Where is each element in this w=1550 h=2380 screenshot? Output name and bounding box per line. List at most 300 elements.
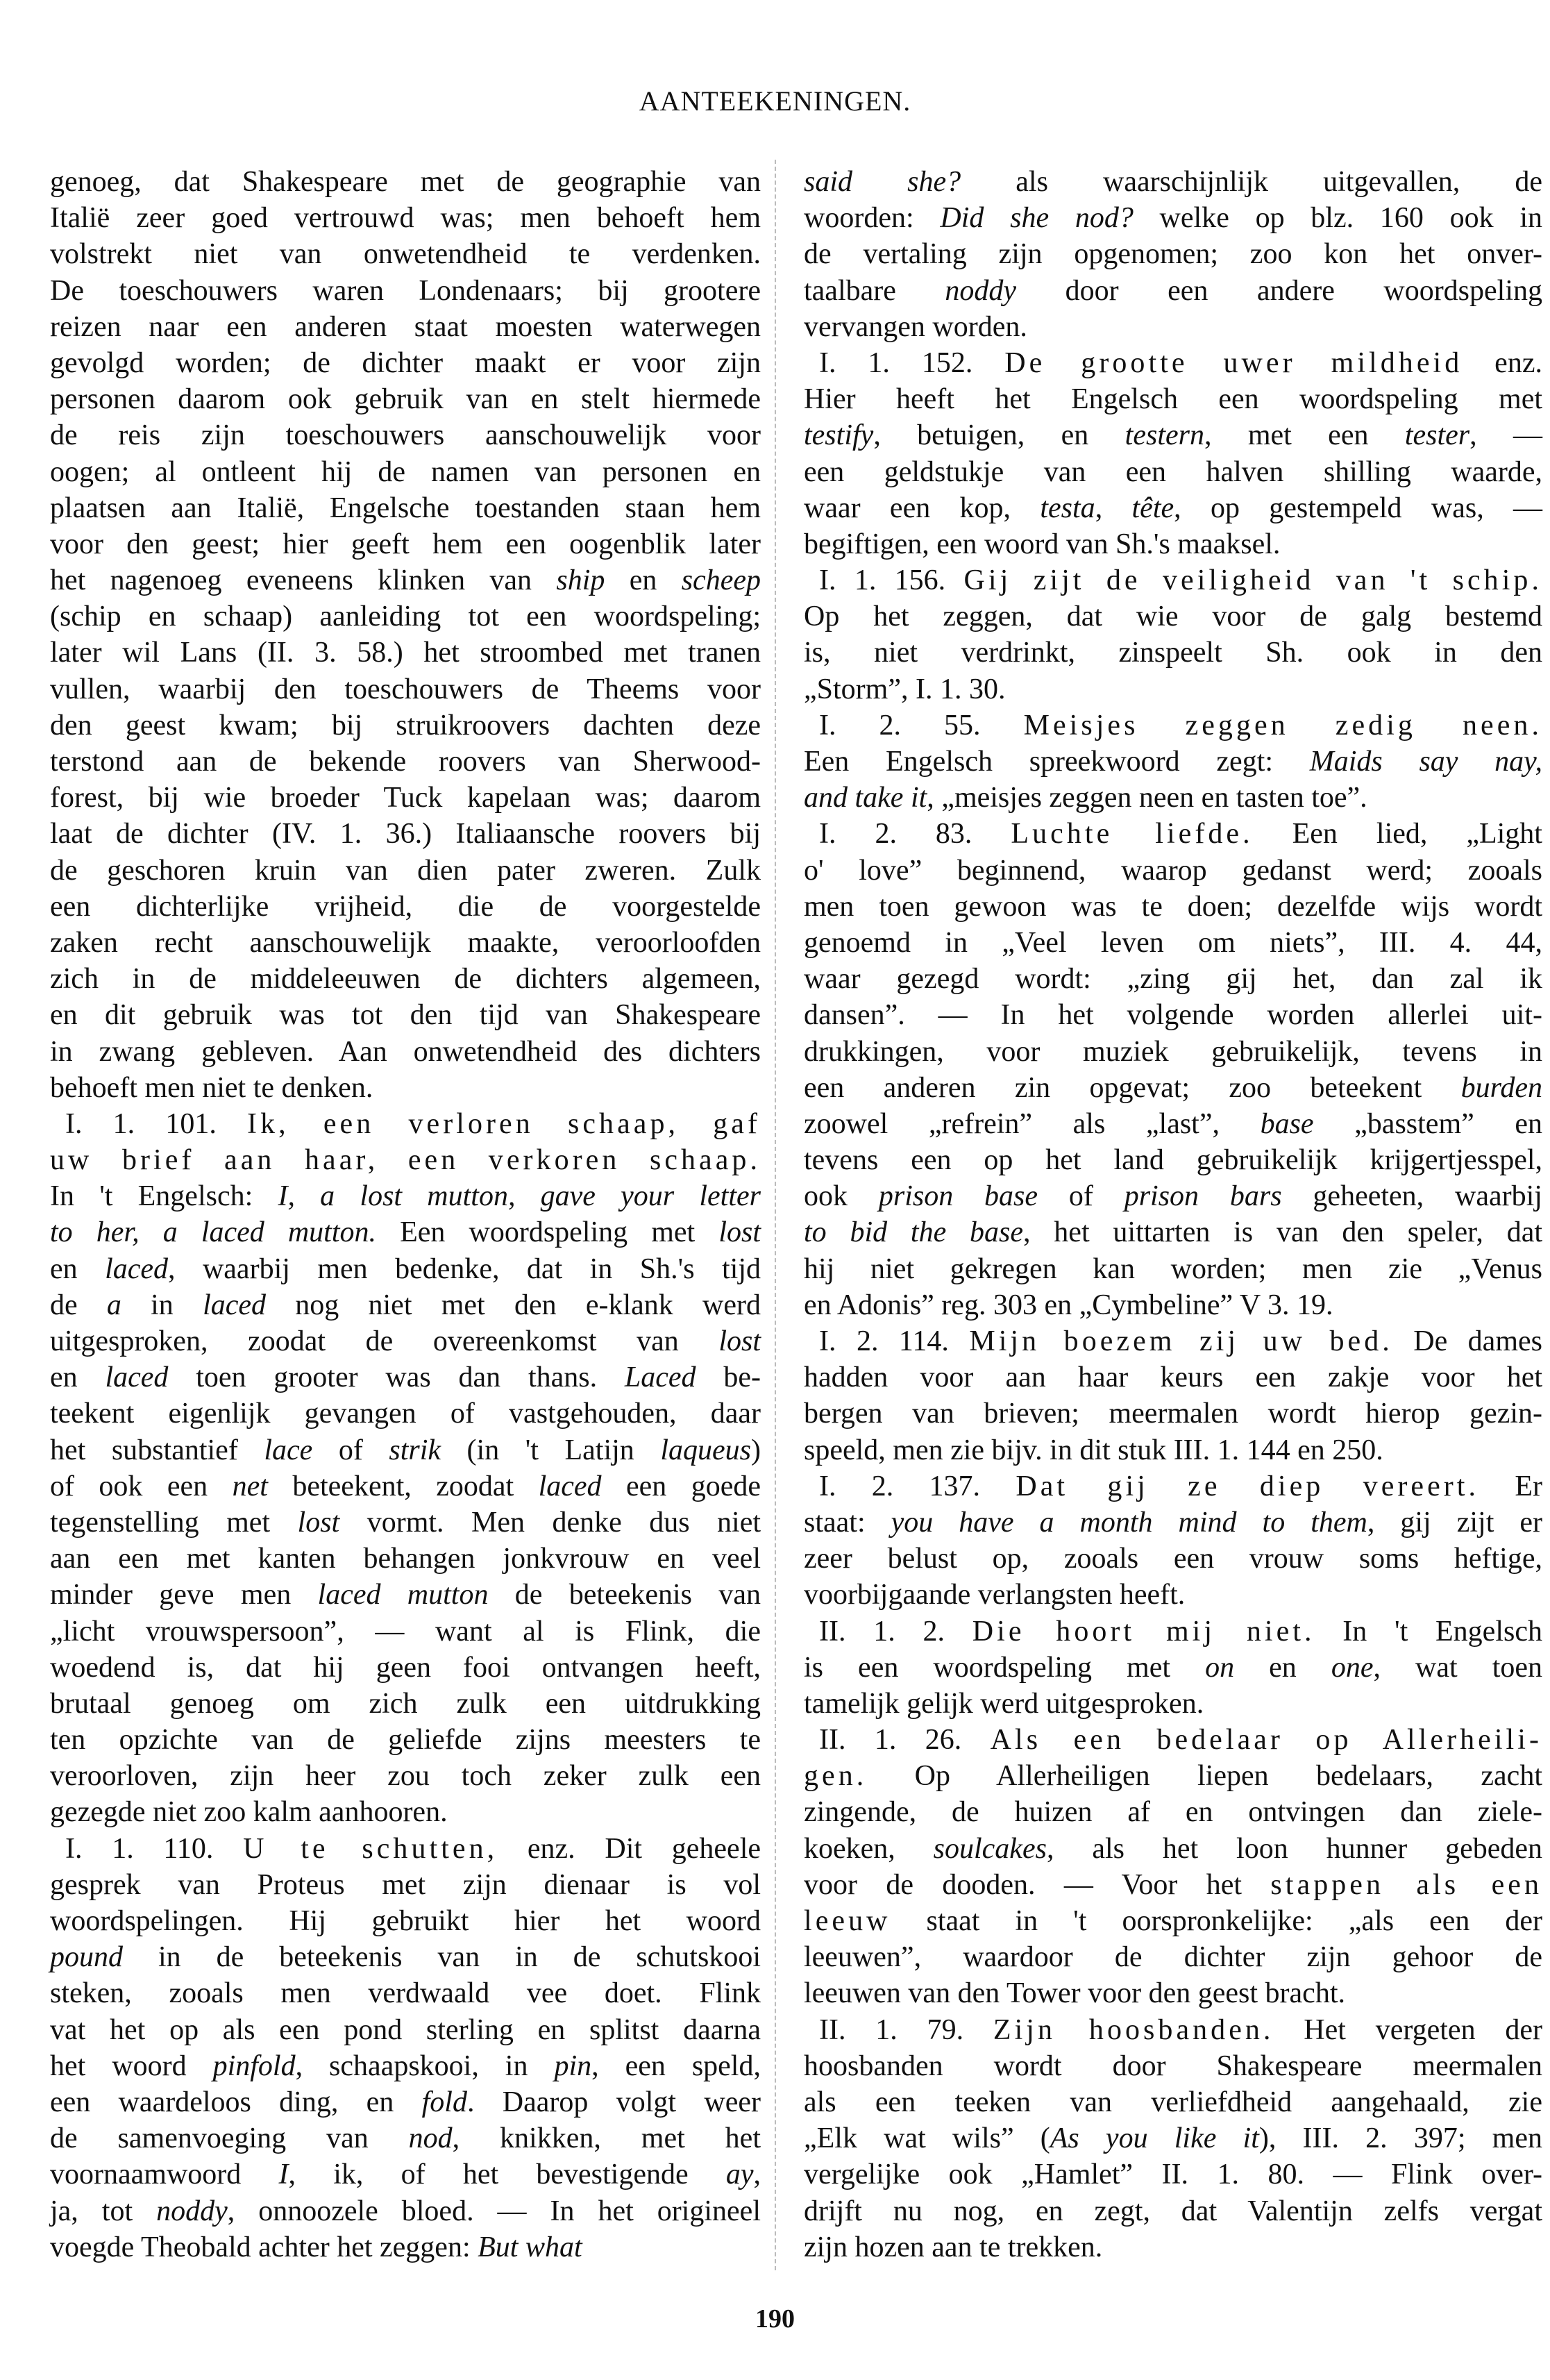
text-run: speeld, men zie bijv. in dit stuk III. 1. 144 en 250.	[804, 1434, 1383, 1466]
text-line	[804, 598, 1542, 635]
italic-text: soulcakes	[933, 1832, 1047, 1865]
text-run: woordspelingen. Hij gebruikt hier het woord	[50, 1905, 761, 1937]
italic-text: laced	[538, 1470, 602, 1502]
paragraph-first-line	[50, 1831, 761, 1867]
text-line	[50, 526, 761, 562]
text-run: en dit gebruik was tot den tijd van Shakespeare	[50, 999, 761, 1032]
italic-text: base	[1260, 1107, 1314, 1140]
text-run: ), III. 2. 397; men	[1258, 2122, 1542, 2155]
text-run: gezegde niet zoo kalm aanhooren.	[50, 1796, 448, 1829]
spaced-lemma: uw brief aan haar, een verkoren schaap.	[50, 1144, 761, 1177]
text-line	[50, 2156, 761, 2193]
spaced-lemma: Meisjes zeggen zedig neen.	[1023, 709, 1542, 741]
text-line	[50, 1070, 761, 1106]
text-run: ook	[804, 1180, 879, 1213]
text-run: of ook een	[50, 1470, 233, 1502]
text-line	[804, 309, 1542, 345]
text-run: Een Engelsch spreekwoord zegt:	[804, 746, 1310, 778]
text-run: , op gestempeld was, —	[1174, 492, 1543, 524]
italic-text: scheep	[681, 564, 761, 597]
text-line	[804, 490, 1542, 526]
text-run: personen daarom ook gebruik van en stelt hiermede	[50, 383, 761, 416]
text-line	[804, 2048, 1542, 2084]
text-line	[804, 1794, 1542, 1830]
text-run: be-	[696, 1361, 761, 1394]
text-line	[804, 853, 1542, 889]
italic-text: testify	[804, 419, 874, 452]
right-column	[804, 164, 1542, 2265]
text-run: koeken,	[804, 1832, 934, 1865]
text-run: zeer belust op, zooals een vrouw soms heftige,	[804, 1543, 1542, 1575]
text-run: door een andere woordspeling	[1016, 274, 1543, 307]
text-run: taalbare	[804, 274, 945, 307]
paragraph-first-line	[50, 164, 761, 200]
text-line	[50, 1903, 761, 1939]
text-run: , wat toen	[1373, 1651, 1542, 1684]
text-run: als waarschijnlijk uitgevallen, de	[961, 166, 1542, 198]
paragraph-first-line	[804, 707, 1542, 744]
text-run: plaatsen aan Italië, Engelsche toestanden staan hem	[50, 492, 761, 524]
text-run: II. 1. 2.	[819, 1615, 972, 1648]
text-line	[804, 1541, 1542, 1577]
text-line	[50, 309, 761, 345]
text-line	[50, 1214, 761, 1250]
text-line	[50, 1650, 761, 1686]
text-run: in de beteekenis van in de schutskooi	[123, 1941, 761, 1974]
italic-text: lost	[718, 1216, 761, 1249]
text-run: vullen, waarbij den toeschouwers de Theems voor	[50, 673, 761, 705]
text-run: gesprek van Proteus met zijn dienaar is vol	[50, 1868, 761, 1901]
text-run: zich in de middeleeuwen de dichters algemeen,	[50, 963, 761, 996]
italic-text: laced	[105, 1361, 169, 1394]
text-run: voornaamwoord	[50, 2159, 279, 2191]
italic-text: to her, a laced mutton.	[50, 1216, 377, 1249]
text-run: , schaapskooi, in	[295, 2050, 555, 2082]
text-line	[50, 1939, 761, 1975]
text-line	[804, 1178, 1542, 1214]
text-run: , met een	[1204, 419, 1405, 452]
text-run: (schip en schaap) aanleiding tot een woordspeling;	[50, 601, 761, 633]
text-run: gevolgd worden; de dichter maakt er voor zijn	[50, 346, 761, 379]
text-run: voor de dooden. — Voor het	[804, 1868, 1271, 1901]
text-line	[50, 925, 761, 961]
text-run: en Adonis” reg. 303 en „Cymbeline” V 3. 19.	[804, 1289, 1333, 1321]
text-run: de vertaling zijn opgenomen; zoo kon het onver-	[804, 238, 1542, 271]
text-line	[50, 2229, 761, 2265]
text-run: „Elk wat wils” (	[804, 2122, 1050, 2155]
text-run: genoemd in „Veel leven om niets”, III. 4. 44,	[804, 926, 1542, 959]
text-line	[50, 2048, 761, 2084]
text-line	[50, 345, 761, 381]
text-run: begiftigen, een woord van Sh.'s maaksel.	[804, 528, 1281, 560]
paragraph-first-line	[804, 2012, 1542, 2048]
text-run: „licht vrouwspersoon”, — want al is Flink, die	[50, 1615, 761, 1648]
text-line	[804, 1251, 1542, 1287]
text-line	[50, 889, 761, 925]
text-run: , het uittarten is van den speler, dat	[1023, 1216, 1543, 1249]
paragraph-first-line	[804, 1468, 1542, 1505]
spaced-lemma: Luchte liefde.	[1011, 818, 1254, 850]
text-run: , knikken, met het	[452, 2122, 761, 2155]
text-run: I. 2. 83.	[819, 818, 1011, 850]
text-line	[804, 381, 1542, 417]
text-run: als een teeken van verliefdheid aangehaald, zie	[804, 2086, 1542, 2118]
text-run: , —	[1469, 419, 1543, 452]
text-line	[50, 1686, 761, 1722]
text-run: De dames	[1392, 1325, 1542, 1357]
text-run: staat:	[804, 1506, 891, 1539]
text-line	[804, 2156, 1542, 2193]
spaced-lemma: U te schutten,	[243, 1832, 498, 1865]
text-run: woorden:	[804, 202, 941, 235]
text-run: enz.	[1463, 346, 1542, 379]
text-line	[50, 707, 761, 744]
text-line	[50, 598, 761, 635]
column-divider	[775, 160, 776, 2270]
text-run: tegenstelling met	[50, 1506, 298, 1539]
italic-text: one	[1331, 1651, 1374, 1684]
text-run: „basstem” en	[1313, 1107, 1542, 1140]
text-line	[804, 1359, 1542, 1396]
text-run: terstond aan de bekende roovers van Sherwood-	[50, 746, 761, 778]
text-line	[804, 671, 1542, 707]
text-run: , „meisjes zeggen neen en tasten toe”.	[927, 782, 1367, 814]
italic-text: lace	[264, 1434, 313, 1466]
text-line	[804, 1070, 1542, 1106]
text-run: teekent eigenlijk gevangen of vastgehouden, daar	[50, 1398, 761, 1430]
text-run: zaken recht aanschouwelijk maakte, veroorloofden	[50, 926, 761, 959]
italic-text: I	[278, 2159, 289, 2191]
spaced-lemma: De grootte uwer mildheid	[1004, 346, 1463, 379]
text-line	[50, 780, 761, 816]
text-line	[50, 1758, 761, 1794]
text-line	[804, 1287, 1542, 1323]
text-run: veroorloven, zijn heer zou toch zeker zulk een	[50, 1760, 761, 1793]
text-line	[50, 2193, 761, 2229]
text-line	[804, 200, 1542, 236]
text-run: is, niet verdrinkt, zinspeelt Sh. ook in den	[804, 637, 1542, 669]
text-line	[50, 562, 761, 598]
text-line	[50, 381, 761, 417]
text-run: I. 1. 156.	[819, 564, 964, 597]
text-line	[50, 417, 761, 453]
text-line	[804, 1577, 1542, 1613]
spaced-lemma: Zijn hoosbanden.	[993, 2013, 1274, 2046]
text-run: Op het zeggen, dat wie voor de galg bestemd	[804, 601, 1542, 633]
text-line	[804, 780, 1542, 816]
text-run: geheeten, waarbij	[1281, 1180, 1542, 1213]
text-run: aan een met kanten behangen jonkvrouw en veel	[50, 1543, 761, 1575]
spaced-lemma: Als een bedelaar op Allerheili-	[990, 1724, 1542, 1757]
italic-text: testa	[1040, 492, 1095, 524]
text-run: I. 2. 55.	[819, 709, 1024, 741]
text-line	[804, 454, 1542, 490]
text-run: staat in 't oorspronkelijke: „als een der	[891, 1905, 1542, 1937]
text-run: , een speld,	[591, 2050, 761, 2082]
text-run: Een woordspeling met	[376, 1216, 719, 1249]
text-line	[804, 997, 1542, 1033]
text-run: en	[1234, 1651, 1331, 1684]
text-run: de beteekenis van	[488, 1579, 761, 1611]
spaced-lemma: gen.	[804, 1760, 868, 1793]
text-line	[804, 2084, 1542, 2120]
text-run: en	[605, 564, 682, 597]
italic-text: net	[232, 1470, 268, 1502]
italic-text: laced mutton	[317, 1579, 489, 1611]
text-run: , onnoozele bloed. — In het origineel	[227, 2195, 761, 2227]
text-run: steken, zooals men verdwaald vee doet. Flink	[50, 1977, 761, 2010]
text-line	[804, 1903, 1542, 1939]
text-run: I. 1. 101.	[65, 1107, 248, 1140]
italic-text: Maids say nay,	[1309, 746, 1542, 778]
italic-text: strik	[389, 1434, 441, 1466]
text-run: welke op blz. 160 ook in	[1133, 202, 1542, 235]
italic-text: you have a month mind to them	[891, 1506, 1367, 1539]
text-line	[50, 1142, 761, 1178]
text-line	[50, 1323, 761, 1359]
text-line	[50, 200, 761, 236]
text-run: men toen gewoon was te doen; dezelfde wijs wordt	[804, 890, 1542, 923]
text-run: o' love” beginnend, waarop gedanst werd; zooals	[804, 854, 1542, 887]
italic-text: ship	[556, 564, 605, 597]
text-line	[50, 744, 761, 780]
text-run: . Daarop volgt weer	[466, 2086, 761, 2118]
text-run: tevens een op het land gebruikelijk krijgertjesspel,	[804, 1144, 1542, 1177]
italic-text: Laced	[624, 1361, 696, 1394]
text-line	[804, 1396, 1542, 1432]
italic-text: laced	[203, 1289, 267, 1321]
italic-text: pin	[554, 2050, 592, 2082]
spaced-lemma: stappen als een	[1270, 1868, 1542, 1901]
text-run: laat de dichter (IV. 1. 36.) Italiaansche roovers bij	[50, 818, 761, 850]
spaced-lemma: Mijn boezem zij uw bed.	[969, 1325, 1393, 1357]
text-line	[804, 1831, 1542, 1867]
text-run: , ik, of het bevestigende	[288, 2159, 726, 2191]
text-run: waar gezegd wordt: „zing gij het, dan zal ik	[804, 963, 1542, 996]
text-run: het substantief	[50, 1434, 264, 1466]
text-line	[804, 526, 1542, 562]
text-line	[50, 1541, 761, 1577]
italic-text: to bid the base	[804, 1216, 1024, 1249]
text-run: in	[121, 1289, 203, 1321]
text-run: Een lied, „Light	[1253, 818, 1542, 850]
text-run: Er	[1479, 1470, 1542, 1502]
text-run: het nagenoeg eveneens klinken van	[50, 564, 557, 597]
text-line	[50, 671, 761, 707]
text-run: Op Allerheiligen liepen bedelaars, zacht	[867, 1760, 1542, 1793]
text-run: volstrekt niet van onwetendheid te verdenken.	[50, 238, 761, 271]
text-line	[804, 1214, 1542, 1250]
text-line	[804, 1142, 1542, 1178]
text-run: is een woordspeling met	[804, 1651, 1206, 1684]
text-line	[804, 1034, 1542, 1070]
italic-text: prison bars	[1124, 1180, 1282, 1213]
text-line	[804, 744, 1542, 780]
text-run: oogen; al ontleent hij de namen van personen en	[50, 455, 761, 488]
text-line	[804, 1106, 1542, 1142]
italic-text: ay	[725, 2159, 754, 2191]
italic-text: laced	[105, 1252, 169, 1285]
text-run: enz. Dit geheele	[498, 1832, 761, 1865]
text-run: In 't Engelsch	[1315, 1615, 1542, 1648]
running-header: AANTEEKENINGEN.	[639, 85, 911, 117]
text-line	[804, 1939, 1542, 1975]
text-run: een goede	[601, 1470, 761, 1502]
text-run: beteekent, zoodat	[267, 1470, 539, 1502]
paragraph-first-line	[804, 816, 1542, 852]
text-run: behoeft men niet te denken.	[50, 1071, 373, 1104]
spaced-lemma: Gij zijt de veiligheid van 't schip.	[963, 564, 1542, 597]
text-line	[50, 236, 761, 272]
text-run: de geschoren kruin van dien pater zweren. Zulk	[50, 854, 761, 887]
text-line	[50, 635, 761, 671]
spaced-lemma: Die hoort mij niet.	[972, 1615, 1315, 1648]
text-run: De toeschouwers waren Londenaars; bij grootere	[50, 274, 761, 307]
text-line	[804, 2120, 1542, 2156]
text-run: reizen naar een anderen staat moesten waterwegen	[50, 310, 761, 343]
italic-text: fold	[421, 2086, 467, 2118]
italic-text: noddy	[156, 2195, 228, 2227]
italic-text: pinfold	[212, 2050, 296, 2082]
text-run: , waarbij men bedenke, dat in Sh.'s tijd	[168, 1252, 761, 1285]
text-run: I. 2. 114.	[819, 1325, 970, 1357]
italic-text: burden	[1460, 1071, 1542, 1104]
text-line	[50, 1468, 761, 1505]
text-run: voor den geest; hier geeft hem een oogenblik later	[50, 528, 761, 560]
paragraph-first-line	[804, 1323, 1542, 1359]
text-run: leeuwen”, waardoor de dichter zijn gehoor de	[804, 1941, 1542, 1974]
left-column	[50, 164, 761, 2265]
text-run: zingende, de huizen af en ontvingen dan ziele-	[804, 1796, 1542, 1829]
text-line	[50, 1577, 761, 1613]
text-run: I. 1. 152.	[819, 346, 1005, 379]
text-run: II. 1. 79.	[819, 2013, 993, 2046]
text-line	[50, 1396, 761, 1432]
text-run: vervangen worden.	[804, 310, 1027, 343]
text-run: een anderen zin opgevat; zoo beteekent	[804, 1071, 1461, 1104]
text-run: den geest kwam; bij struikroovers dachten deze	[50, 709, 761, 741]
text-run: , gij zijt er	[1367, 1506, 1542, 1539]
text-run: een geldstukje van een halven shilling waarde,	[804, 455, 1542, 488]
italic-text: But what	[478, 2231, 582, 2263]
text-line	[804, 1975, 1542, 2011]
text-run: zoowel „refrein” als „last”,	[804, 1107, 1261, 1140]
text-run: minder geve men	[50, 1579, 318, 1611]
text-run: tamelijk gelijk werd uitgesproken.	[804, 1687, 1204, 1720]
text-run: waar een kop,	[804, 492, 1041, 524]
text-run: hij niet gekregen kan worden; men zie „Venus	[804, 1252, 1542, 1285]
text-line	[50, 490, 761, 526]
italic-text: prison base	[878, 1180, 1038, 1213]
text-line	[50, 1505, 761, 1541]
text-line	[804, 2193, 1542, 2229]
text-line	[50, 1287, 761, 1323]
text-run: een dichterlijke vrijheid, die de voorgestelde	[50, 890, 761, 923]
paragraph-first-line	[804, 1614, 1542, 1650]
text-line	[804, 273, 1542, 309]
text-line	[50, 1178, 761, 1214]
text-line	[804, 1432, 1542, 1468]
text-line	[50, 1794, 761, 1830]
text-run: toen grooter was dan thans.	[168, 1361, 625, 1394]
italic-text: a	[106, 1289, 121, 1321]
text-run: dansen”. — In het volgende worden allerlei uit-	[804, 999, 1542, 1032]
text-run: , betuigen, en	[873, 419, 1125, 452]
text-run: )	[750, 1434, 761, 1466]
italic-text: testern	[1124, 419, 1204, 452]
text-run: I. 2. 137.	[819, 1470, 1016, 1502]
text-line	[804, 925, 1542, 961]
text-run: vormt. Men denke dus niet	[339, 1506, 761, 1539]
text-run: ten opzichte van de geliefde zijns meesters te	[50, 1724, 761, 1757]
text-line	[50, 1614, 761, 1650]
paragraph-first-line	[50, 1106, 761, 1142]
text-line	[804, 961, 1542, 997]
text-run: woedend is, dat hij geen fooi ontvangen heeft,	[50, 1651, 761, 1684]
text-run: ,	[1095, 492, 1132, 524]
text-line	[50, 961, 761, 997]
text-run: , als het loon hunner gebeden	[1046, 1832, 1542, 1865]
text-run: zijn hozen aan te trekken.	[804, 2231, 1103, 2263]
text-run: uitgesproken, zoodat de overeenkomst van	[50, 1325, 719, 1357]
spaced-lemma: Ik, een verloren schaap, gaf	[247, 1107, 761, 1140]
text-line	[804, 1650, 1542, 1686]
text-run: in zwang gebleven. Aan onwetendheid des dichters	[50, 1035, 761, 1068]
text-run: drijft nu nog, en zegt, dat Valentijn zelfs vergat	[804, 2195, 1542, 2227]
text-line	[804, 1758, 1542, 1794]
text-line	[804, 1867, 1542, 1903]
text-line	[50, 2012, 761, 2048]
text-line	[50, 1867, 761, 1903]
text-line	[50, 454, 761, 490]
text-run: „Storm”, I. 1. 30.	[804, 673, 1006, 705]
text-run: bergen van brieven; meermalen wordt hierop gezin-	[804, 1398, 1542, 1430]
text-run: Hier heeft het Engelsch een woordspeling met	[804, 383, 1542, 416]
italic-text: tester	[1404, 419, 1470, 452]
text-run: en	[50, 1252, 106, 1285]
text-line	[804, 1505, 1542, 1541]
text-run: hoosbanden wordt door Shakespeare meermalen	[804, 2050, 1542, 2082]
text-line	[804, 2229, 1542, 2265]
text-line	[50, 853, 761, 889]
text-line	[50, 1722, 761, 1758]
text-run: of	[312, 1434, 389, 1466]
text-run: hadden voor aan haar keurs een zakje voor het	[804, 1361, 1542, 1394]
paragraph-first-line	[804, 345, 1542, 381]
text-run: (in 't Latijn	[441, 1434, 661, 1466]
text-run: vat het op als een pond sterling en splitst daarna	[50, 2013, 761, 2046]
text-run: brutaal genoeg om zich zulk een uitdrukking	[50, 1687, 761, 1720]
text-line	[50, 2120, 761, 2156]
page-number: 190	[755, 2304, 795, 2333]
italic-text: tête	[1131, 492, 1174, 524]
paragraph-first-line	[804, 164, 1542, 200]
text-run: genoeg, dat Shakespeare met de geographie van	[50, 166, 761, 198]
text-run: ,	[753, 2159, 761, 2191]
italic-text: lost	[718, 1325, 761, 1357]
text-run: II. 1. 26.	[819, 1724, 991, 1757]
text-run: de	[50, 1289, 107, 1321]
text-line	[804, 1686, 1542, 1722]
text-line	[50, 1359, 761, 1396]
text-line	[50, 1975, 761, 2011]
paragraph-first-line	[804, 562, 1542, 598]
text-run: of	[1038, 1180, 1124, 1213]
text-line	[50, 816, 761, 852]
text-line	[50, 273, 761, 309]
text-run: de samenvoeging van	[50, 2122, 409, 2155]
italic-text: Did she nod?	[940, 202, 1134, 235]
